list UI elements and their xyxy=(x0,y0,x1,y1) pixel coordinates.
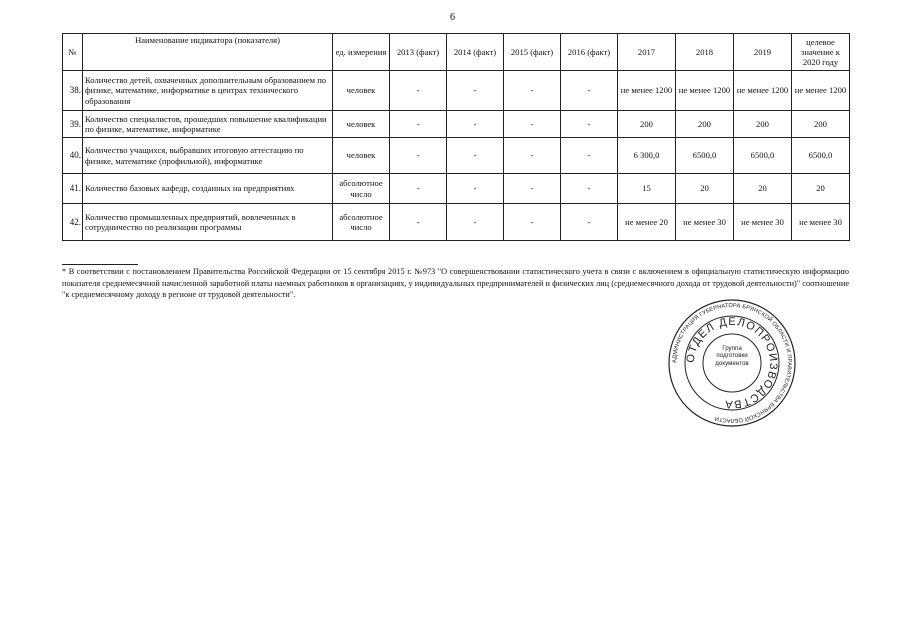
row-2014: - xyxy=(447,111,504,138)
header-unit: ед. измерения xyxy=(333,34,390,71)
header-name: Наименование индикатора (показателя) xyxy=(83,34,333,71)
row-name: Количество базовых кафедр, созданных на предприятиях xyxy=(83,174,333,204)
header-2015: 2015 (факт) xyxy=(504,34,561,71)
header-2014: 2014 (факт) xyxy=(447,34,504,71)
row-2013: - xyxy=(390,71,447,111)
row-name: Количество детей, охваченных дополнительным образованием по физике, математике, информатике в центрах технического образования xyxy=(83,71,333,111)
row-2016: - xyxy=(561,174,618,204)
table-row xyxy=(63,204,850,241)
table-row xyxy=(63,111,850,138)
row-target: 6500,0 xyxy=(792,138,850,174)
row-unit: абсолютное число xyxy=(333,204,390,241)
row-num: 38. xyxy=(63,71,83,111)
row-num: 42. xyxy=(63,204,83,241)
row-2015: - xyxy=(504,111,561,138)
row-2016: - xyxy=(561,138,618,174)
row-2018: не менее 30 xyxy=(676,204,734,241)
row-2013: - xyxy=(390,174,447,204)
row-target: 20 xyxy=(792,174,850,204)
row-2019: 6500,0 xyxy=(734,138,792,174)
header-2019: 2019 xyxy=(734,34,792,71)
header-2018: 2018 xyxy=(676,34,734,71)
row-target: 200 xyxy=(792,111,850,138)
row-2014: - xyxy=(447,174,504,204)
row-2017: 200 xyxy=(618,111,676,138)
row-2018: 6500,0 xyxy=(676,138,734,174)
footnote-divider xyxy=(62,264,138,265)
row-2019: 20 xyxy=(734,174,792,204)
page-number: 6 xyxy=(450,12,455,23)
row-num: 39. xyxy=(63,111,83,138)
department-stamp xyxy=(667,298,797,428)
row-unit: человек xyxy=(333,138,390,174)
row-num: 41. xyxy=(63,174,83,204)
row-2019: не менее 30 xyxy=(734,204,792,241)
row-2016: - xyxy=(561,204,618,241)
row-2015: - xyxy=(504,174,561,204)
header-2013: 2013 (факт) xyxy=(390,34,447,71)
stamp-outer-text: АДМИНИСТРАЦИЯ ГУБЕРНАТОРА БРЯНСКОЙ ОБЛАСТИ И ПРАВИТЕЛЬСТВА БРЯНСКОЙ ОБЛАСТИ xyxy=(671,302,793,424)
row-2016: - xyxy=(561,111,618,138)
row-2017: не менее 20 xyxy=(618,204,676,241)
row-2017: не менее 1200 xyxy=(618,71,676,111)
header-target: целевое значение к 2020 году xyxy=(792,34,850,71)
header-2016: 2016 (факт) xyxy=(561,34,618,71)
header-2017: 2017 xyxy=(618,34,676,71)
row-name: Количество учащихся, выбравших итоговую аттестацию по физике, математике (профильной), информатике xyxy=(83,138,333,174)
indicators-table xyxy=(62,33,850,241)
row-name: Количество промышленных предприятий, вовлеченных в сотрудничество по реализации программы xyxy=(83,204,333,241)
row-2017: 6 300,0 xyxy=(618,138,676,174)
footnote: * В соответствии с постановлением Правительства Российской Федерации от 15 сентября 2015 г. №973 "О совершенствовании статистического учета в связи с включением в официальную статистическую информацию показателя среднемесячной начисленной заработной платы наемных работников в организациях, у индивидуальных предпринимателей и физических лиц (среднемесячного дохода от трудовой деятельности)" соотношение "к среднемесячному доходу в регионе от трудовой деятельности". xyxy=(62,267,849,299)
table-header-row xyxy=(63,34,850,71)
row-num: 40. xyxy=(63,138,83,174)
table-row xyxy=(63,138,850,174)
row-2019: не менее 1200 xyxy=(734,71,792,111)
row-unit: человек xyxy=(333,111,390,138)
row-2014: - xyxy=(447,138,504,174)
row-2018: 200 xyxy=(676,111,734,138)
stamp-center-text: Группа подготовки документов xyxy=(715,345,749,367)
row-2019: 200 xyxy=(734,111,792,138)
row-2018: 20 xyxy=(676,174,734,204)
row-2017: 15 xyxy=(618,174,676,204)
header-num: № xyxy=(63,34,83,71)
stamp-middle-text: ОТДЕЛ ДЕЛОПРОИЗВОДСТВА xyxy=(684,315,780,411)
row-2018: не менее 1200 xyxy=(676,71,734,111)
row-unit: абсолютное число xyxy=(333,174,390,204)
row-2014: - xyxy=(447,71,504,111)
table-row xyxy=(63,71,850,111)
row-target: не менее 1200 xyxy=(792,71,850,111)
table-row xyxy=(63,174,850,204)
row-2014: - xyxy=(447,204,504,241)
row-2016: - xyxy=(561,71,618,111)
row-2013: - xyxy=(390,111,447,138)
row-2015: - xyxy=(504,138,561,174)
row-2013: - xyxy=(390,204,447,241)
row-name: Количество специалистов, прошедших повышение квалификации по физике, математике, информатике xyxy=(83,111,333,138)
row-target: не менее 30 xyxy=(792,204,850,241)
row-2015: - xyxy=(504,71,561,111)
row-2013: - xyxy=(390,138,447,174)
row-2015: - xyxy=(504,204,561,241)
row-unit: человек xyxy=(333,71,390,111)
